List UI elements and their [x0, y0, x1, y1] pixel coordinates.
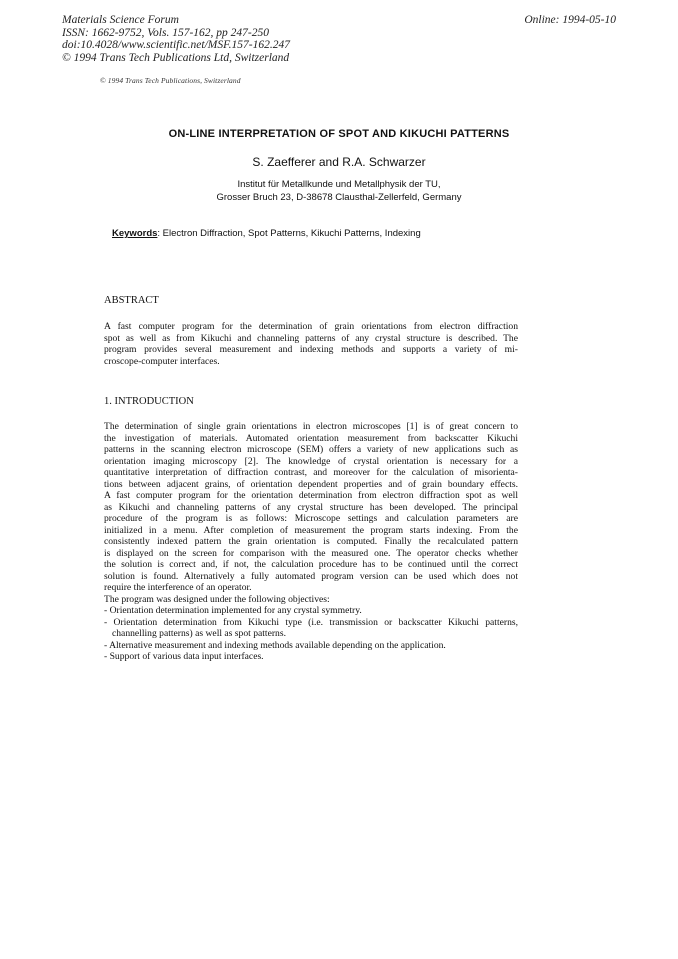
- affiliation: [0, 178, 678, 204]
- text-line: spot as well as from Kikuchi and channeling patterns of any crystal structure is described. The: [104, 332, 518, 344]
- text-line: quantitative interpretation of diffraction contrast, and moreover for the calculation of misorienta-: [104, 467, 518, 478]
- text-line: solution is found. Alternatively a fully automated program version can be used which does not: [104, 570, 518, 582]
- online-date: Online: 1994-05-10: [524, 14, 616, 26]
- introduction-heading: 1. INTRODUCTION: [104, 396, 194, 407]
- text-line: orientation imaging microscopy [2]. The knowledge of crystal orientation is necessary for a: [104, 455, 518, 467]
- abstract-body: [104, 321, 518, 367]
- text-line: tions between adjacent grains, of orientation dependent properties and of grain boundary effects.: [104, 478, 518, 490]
- introduction-body: [104, 421, 518, 663]
- list-item-continuation: channelling patterns) as well as spot patterns.: [112, 628, 286, 639]
- keywords-list: : Electron Diffraction, Spot Patterns, Kikuchi Patterns, Indexing: [157, 228, 421, 239]
- text-line: the investigation of materials. Automated orientation measurement from backscatter Kikuchi: [104, 432, 518, 444]
- text-line: A fast computer program for the determination of grain orientations from electron diffraction: [104, 321, 518, 332]
- text-line: The program was designed under the following objectives:: [104, 593, 330, 605]
- keywords: [112, 228, 421, 239]
- publisher-stamp: © 1994 Trans Tech Publications, Switzerland: [100, 76, 241, 85]
- text-line: require the interference of an operator.: [104, 582, 252, 593]
- copyright-line: © 1994 Trans Tech Publications Ltd, Switzerland: [62, 51, 290, 64]
- text-line: as Kikuchi and channeling patterns of any crystal structure has been developed. The principal: [104, 501, 518, 513]
- text-line: patterns in the scanning electron microscope (SEM) offers a variety of new applications such as: [104, 444, 518, 455]
- keywords-label: Keywords: [112, 228, 158, 239]
- text-line: The determination of single grain orientations in electron microscopes [1] is of great concern to: [104, 421, 518, 432]
- list-item: - Orientation determination implemented for any crystal symmetry.: [104, 605, 362, 616]
- affiliation-line: Institut für Metallkunde und Metallphysik der TU,: [237, 179, 441, 190]
- list-item: - Alternative measurement and indexing methods available depending on the application.: [104, 639, 446, 651]
- list-item: - Support of various data input interfaces.: [104, 651, 264, 662]
- paper-authors: S. Zaefferer and R.A. Schwarzer: [252, 155, 426, 169]
- journal-metadata: [62, 14, 290, 64]
- text-line: A fast computer program for the orientation determination from electron diffraction spot as well: [104, 490, 518, 501]
- text-line: is displayed on the screen for comparison with the measured one. The operator checks whether: [104, 547, 518, 559]
- affiliation-line: Grosser Bruch 23, D-38678 Clausthal-Zellerfeld, Germany: [216, 192, 462, 203]
- text-line: croscope-computer interfaces.: [104, 355, 220, 367]
- abstract-heading: ABSTRACT: [104, 295, 159, 306]
- issn-line: ISSN: 1662-9752, Vols. 157-162, pp 247-250: [62, 26, 269, 39]
- text-line: consistently indexed pattern the grain orientation is computed. Finally the recalculated pattern: [104, 536, 518, 547]
- text-line: the solution is correct and, if not, the calculation procedure has to be continued until the correct: [104, 559, 518, 570]
- journal-name: Materials Science Forum: [62, 14, 179, 26]
- doi-line: doi:10.4028/www.scientific.net/MSF.157-162.247: [62, 39, 290, 51]
- text-line: program provides several measurement and indexing methods and supports a variety of mi-: [104, 344, 518, 355]
- text-line: procedure of the program is as follows: Microscope settings and calculation parameters are: [104, 513, 518, 524]
- list-item: - Orientation determination from Kikuchi type (i.e. transmission or backscatter Kikuchi patterns,: [104, 616, 518, 628]
- paper-title: ON-LINE INTERPRETATION OF SPOT AND KIKUCHI PATTERNS: [168, 128, 510, 140]
- text-line: initialized in a menu. After completion of measurement the program starts indexing. From the: [104, 524, 518, 536]
